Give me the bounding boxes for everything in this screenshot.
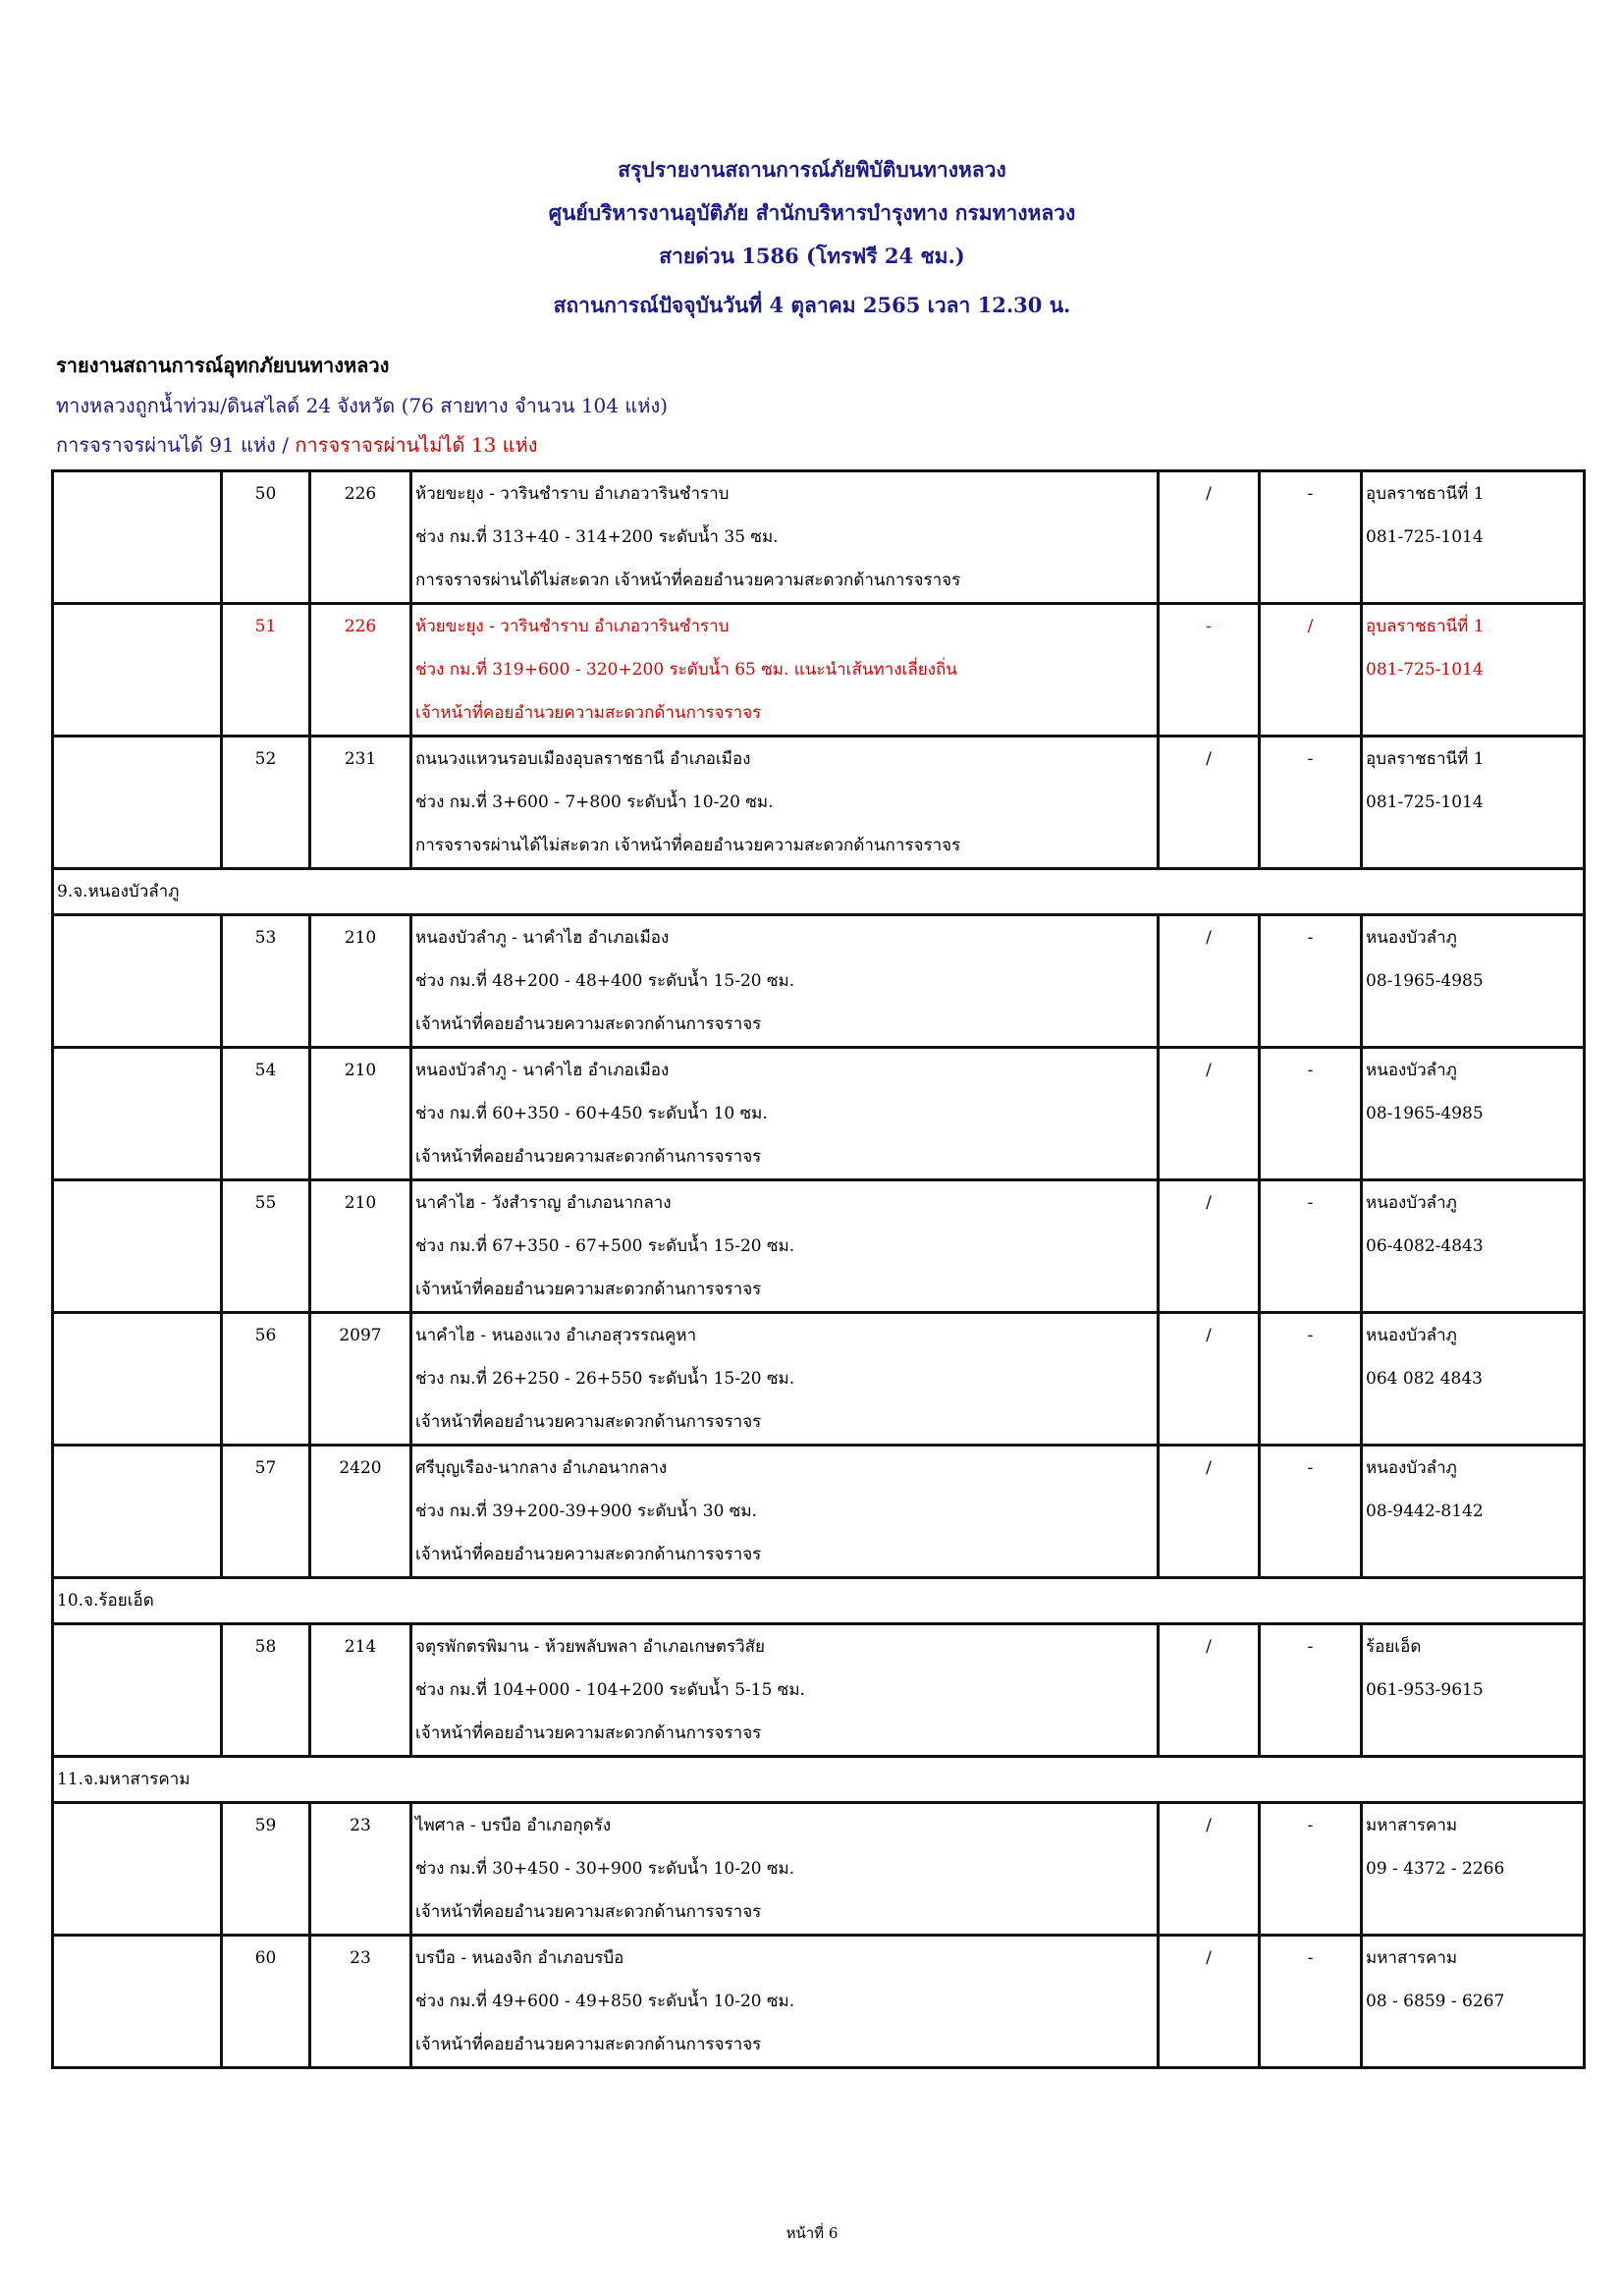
item-number: 56 <box>222 1313 310 1446</box>
description-line: ถนนวงแหวนรอบเมืองอุบลราชธานี อำเภอเมือง <box>415 749 751 769</box>
route-number: 231 <box>310 737 411 869</box>
description-line: ศรีบุญเรือง-นากลาง อำเภอนากลาง <box>415 1458 668 1478</box>
highway-office <box>1362 1936 1585 2068</box>
location-description <box>411 915 1159 1048</box>
description-line: ช่วง กม.ที่ 313+40 - 314+200 ระดับน้ำ 35 ซม. <box>415 527 779 547</box>
item-number: 60 <box>222 1936 310 2068</box>
description-line: ช่วง กม.ที่ 319+600 - 320+200 ระดับน้ำ 65 ซม. แนะนำเส้นทางเลี่ยงถิ่น <box>415 660 957 680</box>
impassable-mark: - <box>1260 1936 1362 2068</box>
situation-date: สถานการณ์ปัจจุบันวันที่ 4 ตุลาคม 2565 เวลา 12.30 น. <box>553 293 1071 317</box>
empty-cell <box>53 1180 222 1313</box>
highway-office <box>1362 1803 1585 1936</box>
location-description <box>411 1313 1159 1446</box>
route-number: 226 <box>310 604 411 737</box>
office-name: อุบลราชธานีที่ 1 <box>1366 749 1485 769</box>
item-number: 58 <box>222 1624 310 1757</box>
highway-office <box>1362 1048 1585 1180</box>
office-phone: 061-953-9615 <box>1366 1680 1484 1700</box>
description-line: การจราจรผ่านได้ไม่สะดวก เจ้าหน้าที่คอยอำนวยความสะดวกด้านการจราจร <box>415 836 961 855</box>
route-number: 210 <box>310 915 411 1048</box>
table-row <box>53 471 1585 604</box>
table-row <box>53 1048 1585 1180</box>
description-line: เจ้าหน้าที่คอยอำนวยความสะดวกด้านการจราจร <box>415 1902 762 1922</box>
table-row <box>53 1446 1585 1578</box>
empty-cell <box>53 604 222 737</box>
passable-mark: / <box>1159 915 1260 1048</box>
impassable-mark: - <box>1260 1624 1362 1757</box>
nopass-count: การจราจรผ่านไม่ได้ 13 แห่ง <box>295 433 538 457</box>
item-number: 59 <box>222 1803 310 1936</box>
location-description <box>411 604 1159 737</box>
description-line: เจ้าหน้าที่คอยอำนวยความสะดวกด้านการจราจร <box>415 1545 762 1564</box>
passable-mark: / <box>1159 1936 1260 2068</box>
office-name: หนองบัวลำภู <box>1366 1193 1457 1213</box>
description-line: ห้วยขะยุง - วารินชำราบ อำเภอวารินชำราบ <box>415 484 730 504</box>
location-description <box>411 1803 1159 1936</box>
empty-cell <box>53 737 222 869</box>
table-row <box>53 1313 1585 1446</box>
passable-mark: / <box>1159 737 1260 869</box>
highway-office <box>1362 915 1585 1048</box>
table-row <box>53 1803 1585 1936</box>
impassable-mark: - <box>1260 1446 1362 1578</box>
item-number: 51 <box>222 604 310 737</box>
description-line: ช่วง กม.ที่ 49+600 - 49+850 ระดับน้ำ 10-20 ซม. <box>415 1992 795 2011</box>
highway-office <box>1362 1313 1585 1446</box>
pass-count: การจราจรผ่านได้ 91 แห่ง / <box>56 433 290 457</box>
location-description <box>411 471 1159 604</box>
province-section-row <box>53 869 1585 915</box>
description-line: ช่วง กม.ที่ 48+200 - 48+400 ระดับน้ำ 15-20 ซม. <box>415 971 795 991</box>
description-line: เจ้าหน้าที่คอยอำนวยความสะดวกด้านการจราจร <box>415 2035 762 2054</box>
office-name: หนองบัวลำภู <box>1366 1061 1457 1080</box>
office-phone: 08 - 6859 - 6267 <box>1366 1992 1505 2011</box>
report-subtitle: ศูนย์บริหารงานอุบัติภัย สำนักบริหารบำรุงทาง กรมทางหลวง <box>548 200 1076 225</box>
office-phone: 081-725-1014 <box>1366 660 1484 680</box>
passable-mark: / <box>1159 1446 1260 1578</box>
item-number: 52 <box>222 737 310 869</box>
province-section-row <box>53 1757 1585 1803</box>
location-description <box>411 1180 1159 1313</box>
traffic-status-line <box>56 435 538 455</box>
office-name: หนองบัวลำภู <box>1366 1458 1457 1478</box>
description-line: เจ้าหน้าที่คอยอำนวยความสะดวกด้านการจราจร <box>415 1147 762 1167</box>
highway-office <box>1362 604 1585 737</box>
impassable-mark: / <box>1260 604 1362 737</box>
office-phone: 08-9442-8142 <box>1366 1502 1484 1521</box>
description-line: การจราจรผ่านได้ไม่สะดวก เจ้าหน้าที่คอยอำนวยความสะดวกด้านการจราจร <box>415 571 961 590</box>
office-name: ร้อยเอ็ด <box>1366 1637 1422 1657</box>
location-description <box>411 737 1159 869</box>
location-description <box>411 1936 1159 2068</box>
report-title: สรุปรายงานสถานการณ์ภัยพิบัติบนทางหลวง <box>618 157 1006 182</box>
table-row <box>53 915 1585 1048</box>
office-phone: 081-725-1014 <box>1366 527 1484 547</box>
passable-mark: - <box>1159 604 1260 737</box>
office-name: มหาสารคาม <box>1366 1948 1458 1968</box>
impassable-mark: - <box>1260 1180 1362 1313</box>
impassable-mark: - <box>1260 1313 1362 1446</box>
highway-office <box>1362 737 1585 869</box>
description-line: ช่วง กม.ที่ 26+250 - 26+550 ระดับน้ำ 15-20 ซม. <box>415 1369 795 1389</box>
description-line: ช่วง กม.ที่ 67+350 - 67+500 ระดับน้ำ 15-20 ซม. <box>415 1236 795 1256</box>
description-line: เจ้าหน้าที่คอยอำนวยความสะดวกด้านการจราจร <box>415 703 762 723</box>
item-number: 50 <box>222 471 310 604</box>
empty-cell <box>53 1803 222 1936</box>
description-line: นาคำไฮ - วังสำราญ อำเภอนากลาง <box>415 1193 672 1213</box>
impassable-mark: - <box>1260 915 1362 1048</box>
empty-cell <box>53 1446 222 1578</box>
passable-mark: / <box>1159 1048 1260 1180</box>
highway-office <box>1362 1180 1585 1313</box>
route-number: 23 <box>310 1803 411 1936</box>
description-line: นาคำไฮ - หนองแวง อำเภอสุวรรณคูหา <box>415 1326 697 1345</box>
description-line: หนองบัวลำภู - นาคำไฮ อำเภอเมือง <box>415 928 670 948</box>
highway-office <box>1362 1446 1585 1578</box>
section-heading: รายงานสถานการณ์อุทกภัยบนทางหลวง <box>56 354 390 377</box>
office-phone: 064 082 4843 <box>1366 1369 1483 1389</box>
province-section-row <box>53 1578 1585 1624</box>
description-line: บรบือ - หนองจิก อำเภอบรบือ <box>415 1948 624 1968</box>
description-line: เจ้าหน้าที่คอยอำนวยความสะดวกด้านการจราจร <box>415 1280 762 1299</box>
province-label: 9.จ.หนองบัวลำภู <box>53 869 1585 915</box>
description-line: เจ้าหน้าที่คอยอำนวยความสะดวกด้านการจราจร <box>415 1723 762 1743</box>
office-phone: 08-1965-4985 <box>1366 971 1484 991</box>
item-number: 55 <box>222 1180 310 1313</box>
table-row <box>53 1624 1585 1757</box>
item-number: 57 <box>222 1446 310 1578</box>
route-number: 210 <box>310 1048 411 1180</box>
empty-cell <box>53 1048 222 1180</box>
impassable-mark: - <box>1260 737 1362 869</box>
empty-cell <box>53 915 222 1048</box>
flood-report-table <box>51 469 1586 2069</box>
description-line: ช่วง กม.ที่ 39+200-39+900 ระดับน้ำ 30 ซม. <box>415 1502 757 1521</box>
description-line: หนองบัวลำภู - นาคำไฮ อำเภอเมือง <box>415 1061 670 1080</box>
impassable-mark: - <box>1260 1803 1362 1936</box>
passable-mark: / <box>1159 1803 1260 1936</box>
province-label: 10.จ.ร้อยเอ็ด <box>53 1578 1585 1624</box>
location-description <box>411 1048 1159 1180</box>
province-label: 11.จ.มหาสารคาม <box>53 1757 1585 1803</box>
impassable-mark: - <box>1260 471 1362 604</box>
item-number: 53 <box>222 915 310 1048</box>
description-line: เจ้าหน้าที่คอยอำนวยความสะดวกด้านการจราจร <box>415 1412 762 1432</box>
office-phone: 06-4082-4843 <box>1366 1236 1484 1256</box>
description-line: ห้วยขะยุง - วารินชำราบ อำเภอวารินชำราบ <box>415 617 730 636</box>
route-number: 214 <box>310 1624 411 1757</box>
route-number: 2420 <box>310 1446 411 1578</box>
hotline: สายด่วน 1586 (โทรฟรี 24 ชม.) <box>659 244 965 268</box>
empty-cell <box>53 471 222 604</box>
description-line: จตุรพักตรพิมาน - ห้วยพลับพลา อำเภอเกษตรวิสัย <box>415 1637 765 1657</box>
office-phone: 08-1965-4985 <box>1366 1104 1484 1123</box>
description-line: ช่วง กม.ที่ 60+350 - 60+450 ระดับน้ำ 10 ซม. <box>415 1104 768 1123</box>
route-number: 210 <box>310 1180 411 1313</box>
description-line: เจ้าหน้าที่คอยอำนวยความสะดวกด้านการจราจร <box>415 1014 762 1034</box>
location-description <box>411 1446 1159 1578</box>
route-number: 226 <box>310 471 411 604</box>
page-number: หน้าที่ 6 <box>785 2224 839 2242</box>
office-name: หนองบัวลำภู <box>1366 928 1457 948</box>
summary-line: ทางหลวงถูกน้ำท่วม/ดินสไลด์ 24 จังหวัด (76 สายทาง จำนวน 104 แห่ง) <box>56 394 669 417</box>
table-row <box>53 604 1585 737</box>
office-phone: 09 - 4372 - 2266 <box>1366 1859 1505 1879</box>
description-line: ไพศาล - บรบือ อำเภอกุดรัง <box>415 1816 612 1835</box>
table-row <box>53 1180 1585 1313</box>
description-line: ช่วง กม.ที่ 104+000 - 104+200 ระดับน้ำ 5-15 ซม. <box>415 1680 805 1700</box>
office-name: อุบลราชธานีที่ 1 <box>1366 484 1485 504</box>
highway-office <box>1362 471 1585 604</box>
empty-cell <box>53 1936 222 2068</box>
item-number: 54 <box>222 1048 310 1180</box>
office-name: หนองบัวลำภู <box>1366 1326 1457 1345</box>
highway-office <box>1362 1624 1585 1757</box>
passable-mark: / <box>1159 1313 1260 1446</box>
location-description <box>411 1624 1159 1757</box>
passable-mark: / <box>1159 1180 1260 1313</box>
table-row <box>53 737 1585 869</box>
description-line: ช่วง กม.ที่ 3+600 - 7+800 ระดับน้ำ 10-20 ซม. <box>415 793 774 812</box>
office-name: มหาสารคาม <box>1366 1816 1458 1835</box>
office-name: อุบลราชธานีที่ 1 <box>1366 617 1485 636</box>
empty-cell <box>53 1313 222 1446</box>
empty-cell <box>53 1624 222 1757</box>
route-number: 23 <box>310 1936 411 2068</box>
office-phone: 081-725-1014 <box>1366 793 1484 812</box>
impassable-mark: - <box>1260 1048 1362 1180</box>
table-row <box>53 1936 1585 2068</box>
description-line: ช่วง กม.ที่ 30+450 - 30+900 ระดับน้ำ 10-20 ซม. <box>415 1859 795 1879</box>
passable-mark: / <box>1159 1624 1260 1757</box>
route-number: 2097 <box>310 1313 411 1446</box>
passable-mark: / <box>1159 471 1260 604</box>
